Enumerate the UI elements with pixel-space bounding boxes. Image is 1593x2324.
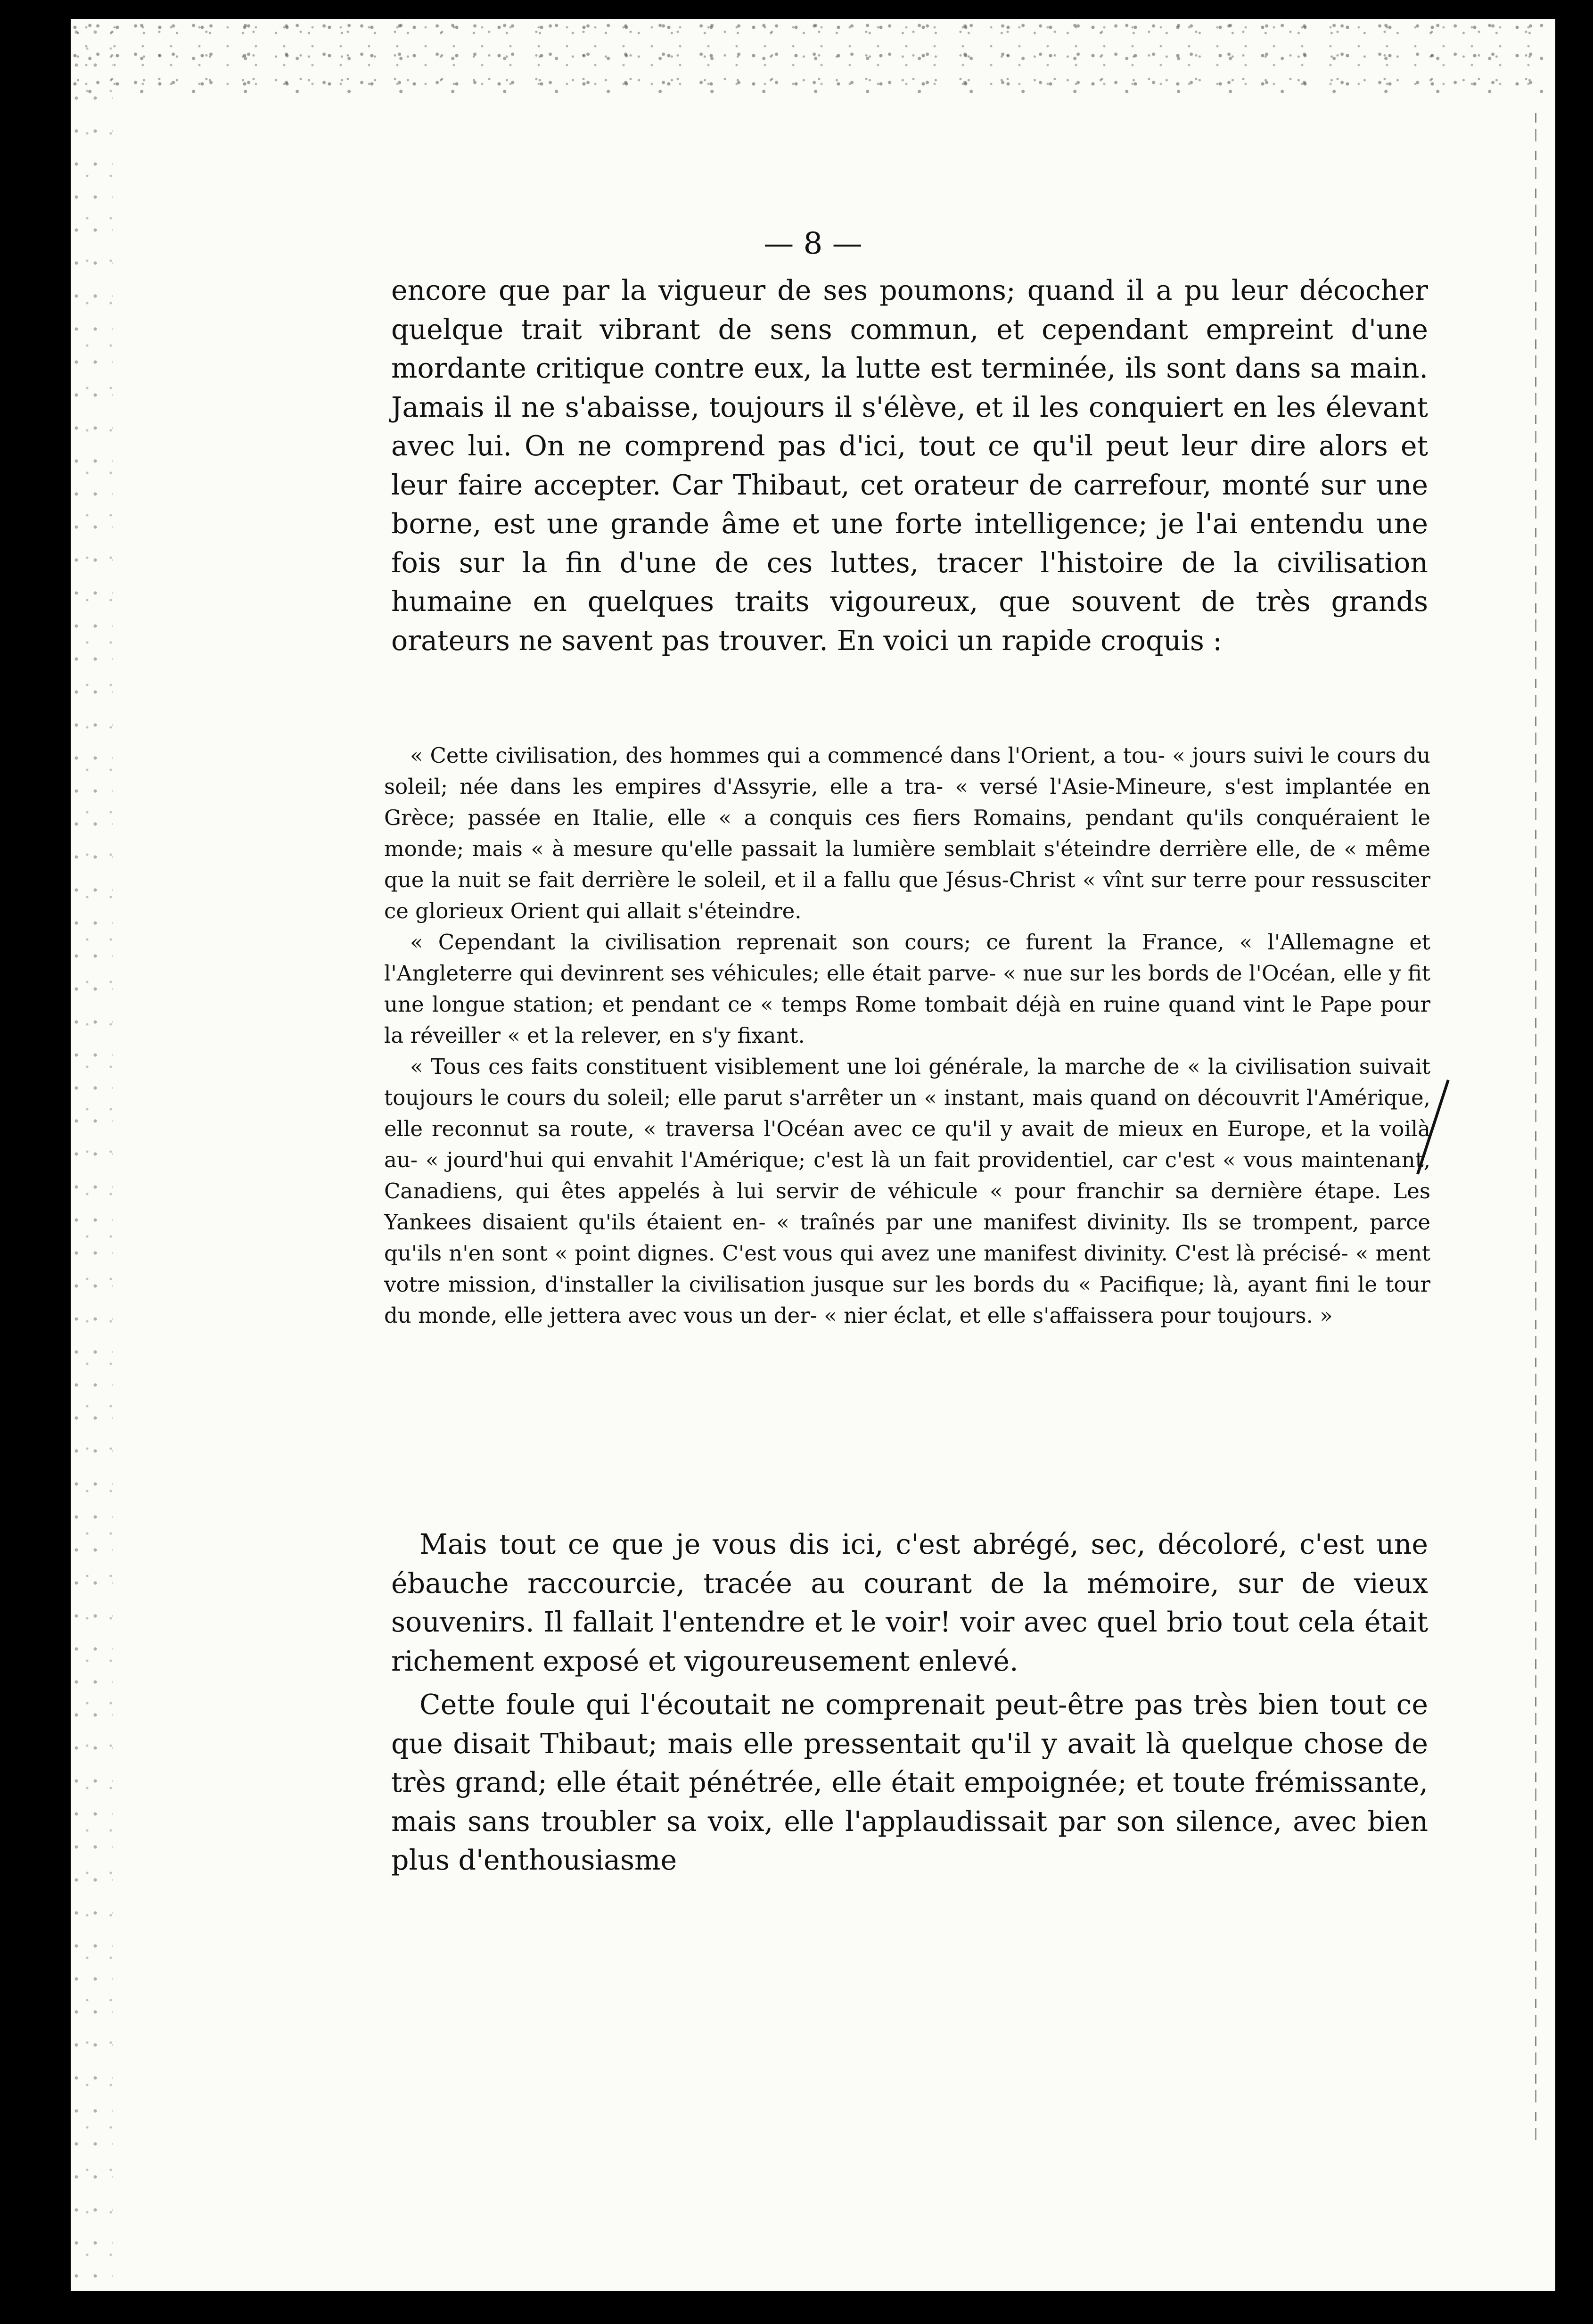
quotation-block xyxy=(384,740,1430,1331)
page-number: — 8 — xyxy=(764,226,862,261)
quote-paragraph-3: « Tous ces faits constituent visiblement une loi générale, la marche de « la civilisation suivait toujours le cours du soleil; elle parut s'arrêter un « instant, mais quand on découvrit l'Amérique, elle reconnut sa route, « traversa l'Océan avec ce qu'il y avait de mieux en Europe, et la voilà au- « jourd'hui qui envahit l'Amérique; c'est là un fait providentiel, car c'est « vous maintenant, Canadiens, qui êtes appelés à lui servir de véhicule « pour franchir sa dernière étape. Les Yankees disaient qu'ils étaient en- « traînés par une manifest divinity. Ils se trompent, parce qu'ils n'en sont « point dignes. C'est vous qui avez une manifest divinity. C'est là précisé- « ment votre mission, d'installer la civilisation jusque sur les bords du « Pacifique; là, ayant fini le tour du monde, elle jettera avec vous un der- « nier éclat, et elle s'affaissera pour toujours. » xyxy=(384,1054,1430,1328)
quote-paragraph-2: « Cependant la civilisation reprenait son cours; ce furent la France, « l'Allemagne et l'Angleterre qui devinrent ses véhicules; elle était parve- « nue sur les bords de l'Océan, elle y fit une longue station; et pendant ce « temps Rome tombait déjà en ruine quand vint le Pape pour la réveiller « et la relever, en s'y fixant. xyxy=(384,930,1430,1048)
closing-paragraph-2: Cette foule qui l'écoutait ne comprenait peut-être pas très bien tout ce que disait Thibaut; mais elle pressentait qu'il y avait là quelque chose de très grand; elle était pénétrée, elle était empoignée; et toute frémissante, mais sans troubler sa voix, elle l'applaudissait par son silence, avec bien plus d'enthousiasme xyxy=(391,1689,1428,1876)
scan-edge-mark xyxy=(1535,113,1536,2140)
intro-paragraph-block xyxy=(391,271,1428,660)
quote-paragraph-1: « Cette civilisation, des hommes qui a commencé dans l'Orient, a tou- « jours suivi le cours du soleil; née dans les empires d'Assyrie, elle a tra- « versé l'Asie-Mineure, s'est implantée en Grèce; passée en Italie, elle « a conquis ces fiers Romains, pendant qu'ils conquéraient le monde; mais « à mesure qu'elle passait la lumière semblait s'éteindre derrière elle, de « même que la nuit se fait derrière le soleil, et il a fallu que Jésus-Christ « vînt sur terre pour ressusciter ce glorieux Orient qui allait s'éteindre. xyxy=(384,743,1430,923)
intro-paragraph: encore que par la vigueur de ses poumons; quand il a pu leur décocher quelque trait vibrant de sens commun, et cependant empreint d'une mordante critique contre eux, la lutte est terminée, ils sont dans sa main. Jamais il ne s'abaisse, toujours il s'élève, et il les conquiert en les élevant avec lui. On ne comprend pas d'ici, tout ce qu'il peut leur dire alors et leur faire accepter. Car Thibaut, cet orateur de carrefour, monté sur une borne, est une grande âme et une forte intelligence; je l'ai entendu une fois sur la fin d'une de ces luttes, tracer l'histoire de la civilisation humaine en quelques traits vigoureux, que souvent de très grands orateurs ne savent pas trouver. En voici un rapide croquis : xyxy=(391,274,1428,657)
scanned-paper xyxy=(71,19,1555,2291)
closing-paragraph-1: Mais tout ce que je vous dis ici, c'est abrégé, sec, décoloré, c'est une ébauche raccourcie, tracée au courant de la mémoire, sur de vieux souvenirs. Il fallait l'entendre et le voir! voir avec quel brio tout cela était richement exposé et vigoureusement enlevé. xyxy=(391,1528,1428,1677)
closing-paragraph-block xyxy=(391,1525,1428,1880)
scan-noise-top xyxy=(71,19,1555,94)
scan-noise-left xyxy=(71,19,113,2291)
